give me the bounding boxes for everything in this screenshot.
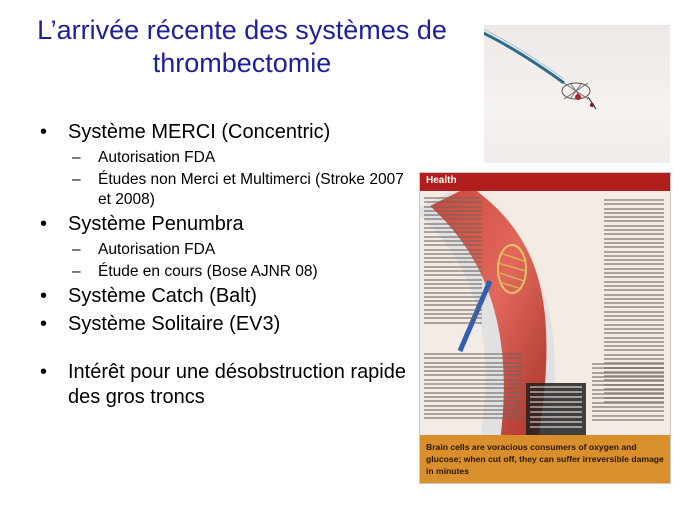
bullet-penumbra: • Système Penumbra — [40, 212, 420, 237]
bullet-merci: • Système MERCI (Concentric) — [40, 120, 420, 145]
body-text-column-bottom-right — [592, 363, 664, 423]
catheter-highlight — [484, 27, 564, 79]
magazine-page — [420, 173, 670, 483]
subbullet-merci-fda: – Autorisation FDA — [40, 148, 420, 168]
bullet-list — [40, 120, 420, 413]
body-text-column-bottom — [424, 353, 522, 422]
bullet-interet: • Intérêt pour une désobstruction rapide des gros troncs — [40, 360, 420, 410]
device-photo — [484, 25, 670, 163]
magazine-header — [420, 173, 670, 191]
subbullet-merci-studies: – Études non Merci et Multimerci (Stroke 2007 et 2008) — [40, 170, 420, 210]
magazine-section-label: Health — [426, 175, 457, 186]
subbullet-penumbra-study: – Étude en cours (Bose AJNR 08) — [40, 262, 420, 282]
bullet-solitaire: • Système Solitaire (EV3) — [40, 312, 420, 337]
magazine-sidebar-box — [526, 383, 586, 435]
body-text-column-left — [424, 197, 482, 326]
magazine-caption: Brain cells are voracious consumers of oxygen and glucose; when cut off, they can suffer irreversible damage in minutes — [426, 442, 664, 476]
device-illustration — [484, 25, 670, 163]
slide-title: L’arrivée récente des systèmes de thrombectomie — [37, 15, 447, 78]
magazine-footer-band — [420, 435, 670, 483]
catheter-wire — [484, 31, 564, 83]
bullet-spacer — [40, 340, 420, 360]
subbullet-penumbra-fda: – Autorisation FDA — [40, 240, 420, 260]
clot-marker-small — [590, 103, 594, 107]
bullet-catch: • Système Catch (Balt) — [40, 284, 420, 309]
clot-marker — [575, 94, 581, 100]
